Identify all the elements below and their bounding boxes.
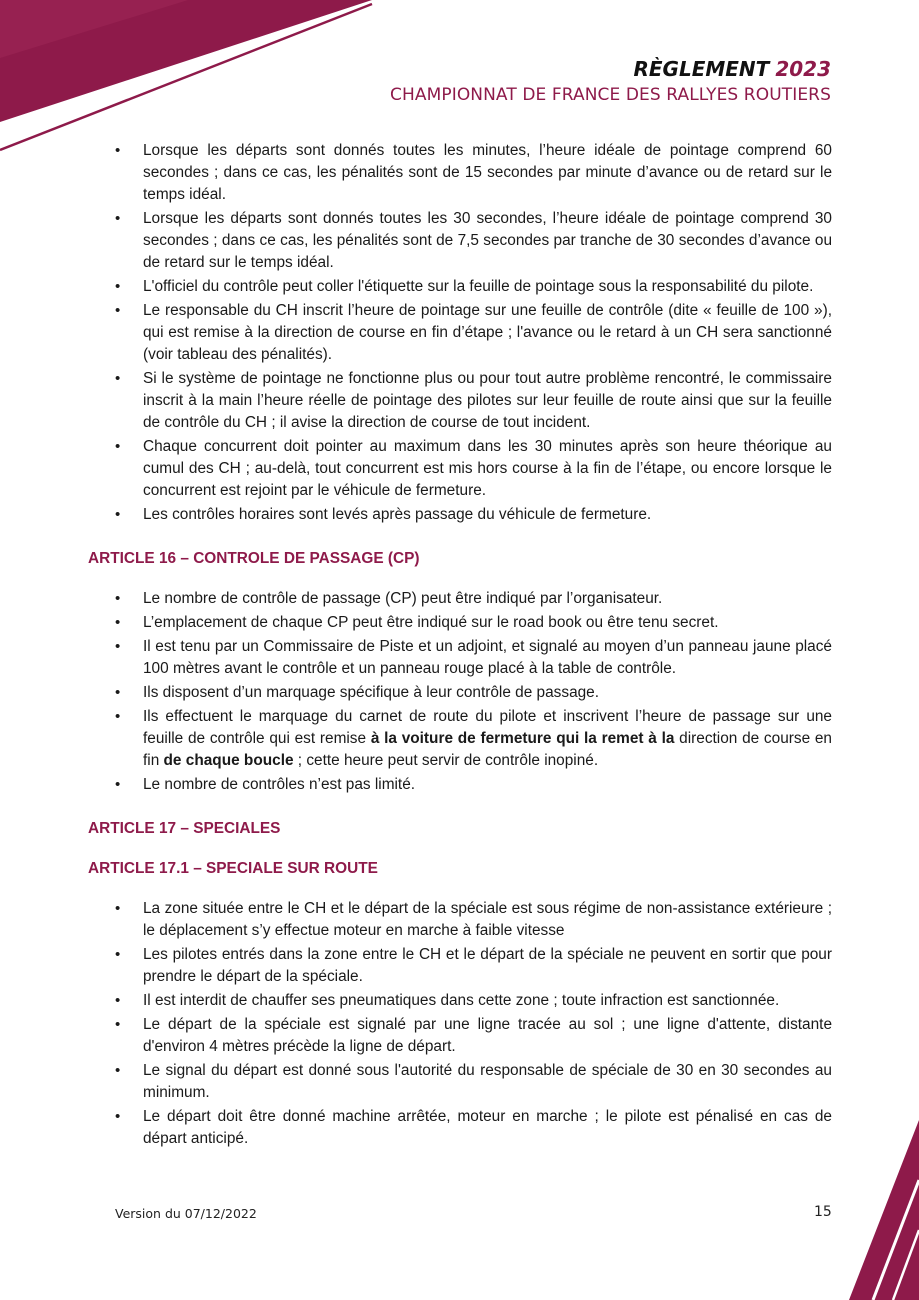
article-17-1-heading: ARTICLE 17.1 – SPECIALE SUR ROUTE <box>88 860 378 877</box>
header-title: RÈGLEMENT <box>633 57 770 81</box>
list-item: • Il est tenu par un Commissaire de Piste et un adjoint, et signalé au moyen d’un panneau jaune placé 100 mètres avant le contrôle et un panneau rouge placé à la table de contrôle. <box>88 636 832 680</box>
list-item: • Ils disposent d’un marquage spécifique à leur contrôle de passage. <box>88 682 832 704</box>
list-item: • Les pilotes entrés dans la zone entre le CH et le départ de la spéciale ne peuvent en sortir que pour prendre le départ de la spéciale. <box>88 944 832 988</box>
bold-text-part: de chaque boucle <box>163 752 294 769</box>
list-item: • L’emplacement de chaque CP peut être indiqué sur le road book ou être tenu secret. <box>88 612 832 634</box>
article-16-heading: ARTICLE 16 – CONTROLE DE PASSAGE (CP) <box>88 550 420 567</box>
list-item: • Si le système de pointage ne fonctionne plus ou pour tout autre problème rencontré, le commissaire inscrit à la main l’heure réelle de pointage des pilotes sur leur feuille de route ainsi que sur la feuille de contrôle du CH ; il avise la direction de course de tout incident. <box>88 368 832 434</box>
list-item: • Le signal du départ est donné sous l'autorité du responsable de spéciale de 30 en 30 secondes au minimum. <box>88 1060 832 1104</box>
corner-decoration-top-left <box>0 0 380 160</box>
list-item: • Chaque concurrent doit pointer au maximum dans les 30 minutes après son heure théorique au cumul des CH ; au-delà, tout concurrent est mis hors course à la fin de l’étape, ou encore lorsque le concurrent est rejoint par le véhicule de fermeture. <box>88 436 832 502</box>
list-item: • L'officiel du contrôle peut coller l'étiquette sur la feuille de pointage sous la responsabilité du pilote. <box>88 276 832 298</box>
list-item: • Le départ doit être donné machine arrêtée, moteur en marche ; le pilote est pénalisé en cas de départ anticipé. <box>88 1106 832 1150</box>
bullet-list-ch-rules <box>88 140 832 526</box>
corner-decoration-bottom-right <box>849 1120 919 1300</box>
page-number: 15 <box>814 1204 832 1220</box>
footer-version: Version du 07/12/2022 <box>115 1206 257 1221</box>
text-part: direction de course en fin <box>143 730 832 769</box>
list-item: • Il est interdit de chauffer ses pneumatiques dans cette zone ; toute infraction est sanctionnée. <box>88 990 832 1012</box>
header-year: 2023 <box>775 57 831 81</box>
list-item: • Le départ de la spéciale est signalé par une ligne tracée au sol ; une ligne d'attente, distante d'environ 4 mètres précède la ligne de départ. <box>88 1014 832 1058</box>
bold-text-part: à la voiture de fermeture qui la remet à la <box>370 730 675 747</box>
list-item: • Lorsque les départs sont donnés toutes les 30 secondes, l’heure idéale de pointage comprend 30 secondes ; dans ce cas, les pénalités sont de 7,5 secondes par tranche de 30 secondes d’avance ou de retard sur le temps idéal. <box>88 208 832 274</box>
article-17-heading: ARTICLE 17 – SPECIALES <box>88 820 281 837</box>
bullet-list-article-16 <box>88 588 832 796</box>
bullet-list-article-17-1 <box>88 898 832 1150</box>
list-item: • La zone située entre le CH et le départ de la spéciale est sous régime de non-assistance extérieure ; le déplacement s’y effectue moteur en marche à faible vitesse <box>88 898 832 942</box>
list-item <box>88 706 832 772</box>
header-subtitle: CHAMPIONNAT DE FRANCE DES RALLYES ROUTIERS <box>390 85 831 105</box>
list-item: • Lorsque les départs sont donnés toutes les minutes, l’heure idéale de pointage comprend 60 secondes ; dans ce cas, les pénalités sont de 15 secondes par minute d’avance ou de retard sur le temps idéal. <box>88 140 832 206</box>
list-item: • Le responsable du CH inscrit l’heure de pointage sur une feuille de contrôle (dite « feuille de 100 »), qui est remise à la direction de course en fin d’étape ; l'avance ou le retard à un CH sera sanctionné (voir tableau des pénalités). <box>88 300 832 366</box>
list-item: • Le nombre de contrôle de passage (CP) peut être indiqué par l’organisateur. <box>88 588 832 610</box>
document-header <box>390 56 831 108</box>
header-title-line <box>390 56 831 82</box>
list-item: • Le nombre de contrôles n’est pas limité. <box>88 774 832 796</box>
text-part: ; cette heure peut servir de contrôle inopiné. <box>293 752 599 769</box>
list-item: • Les contrôles horaires sont levés après passage du véhicule de fermeture. <box>88 504 832 526</box>
page-body <box>88 140 832 1152</box>
text-part: Ils effectuent le marquage du carnet de route du pilote et inscrivent l’heure de passage sur une feuille de contrôle qui est remise <box>143 708 832 747</box>
